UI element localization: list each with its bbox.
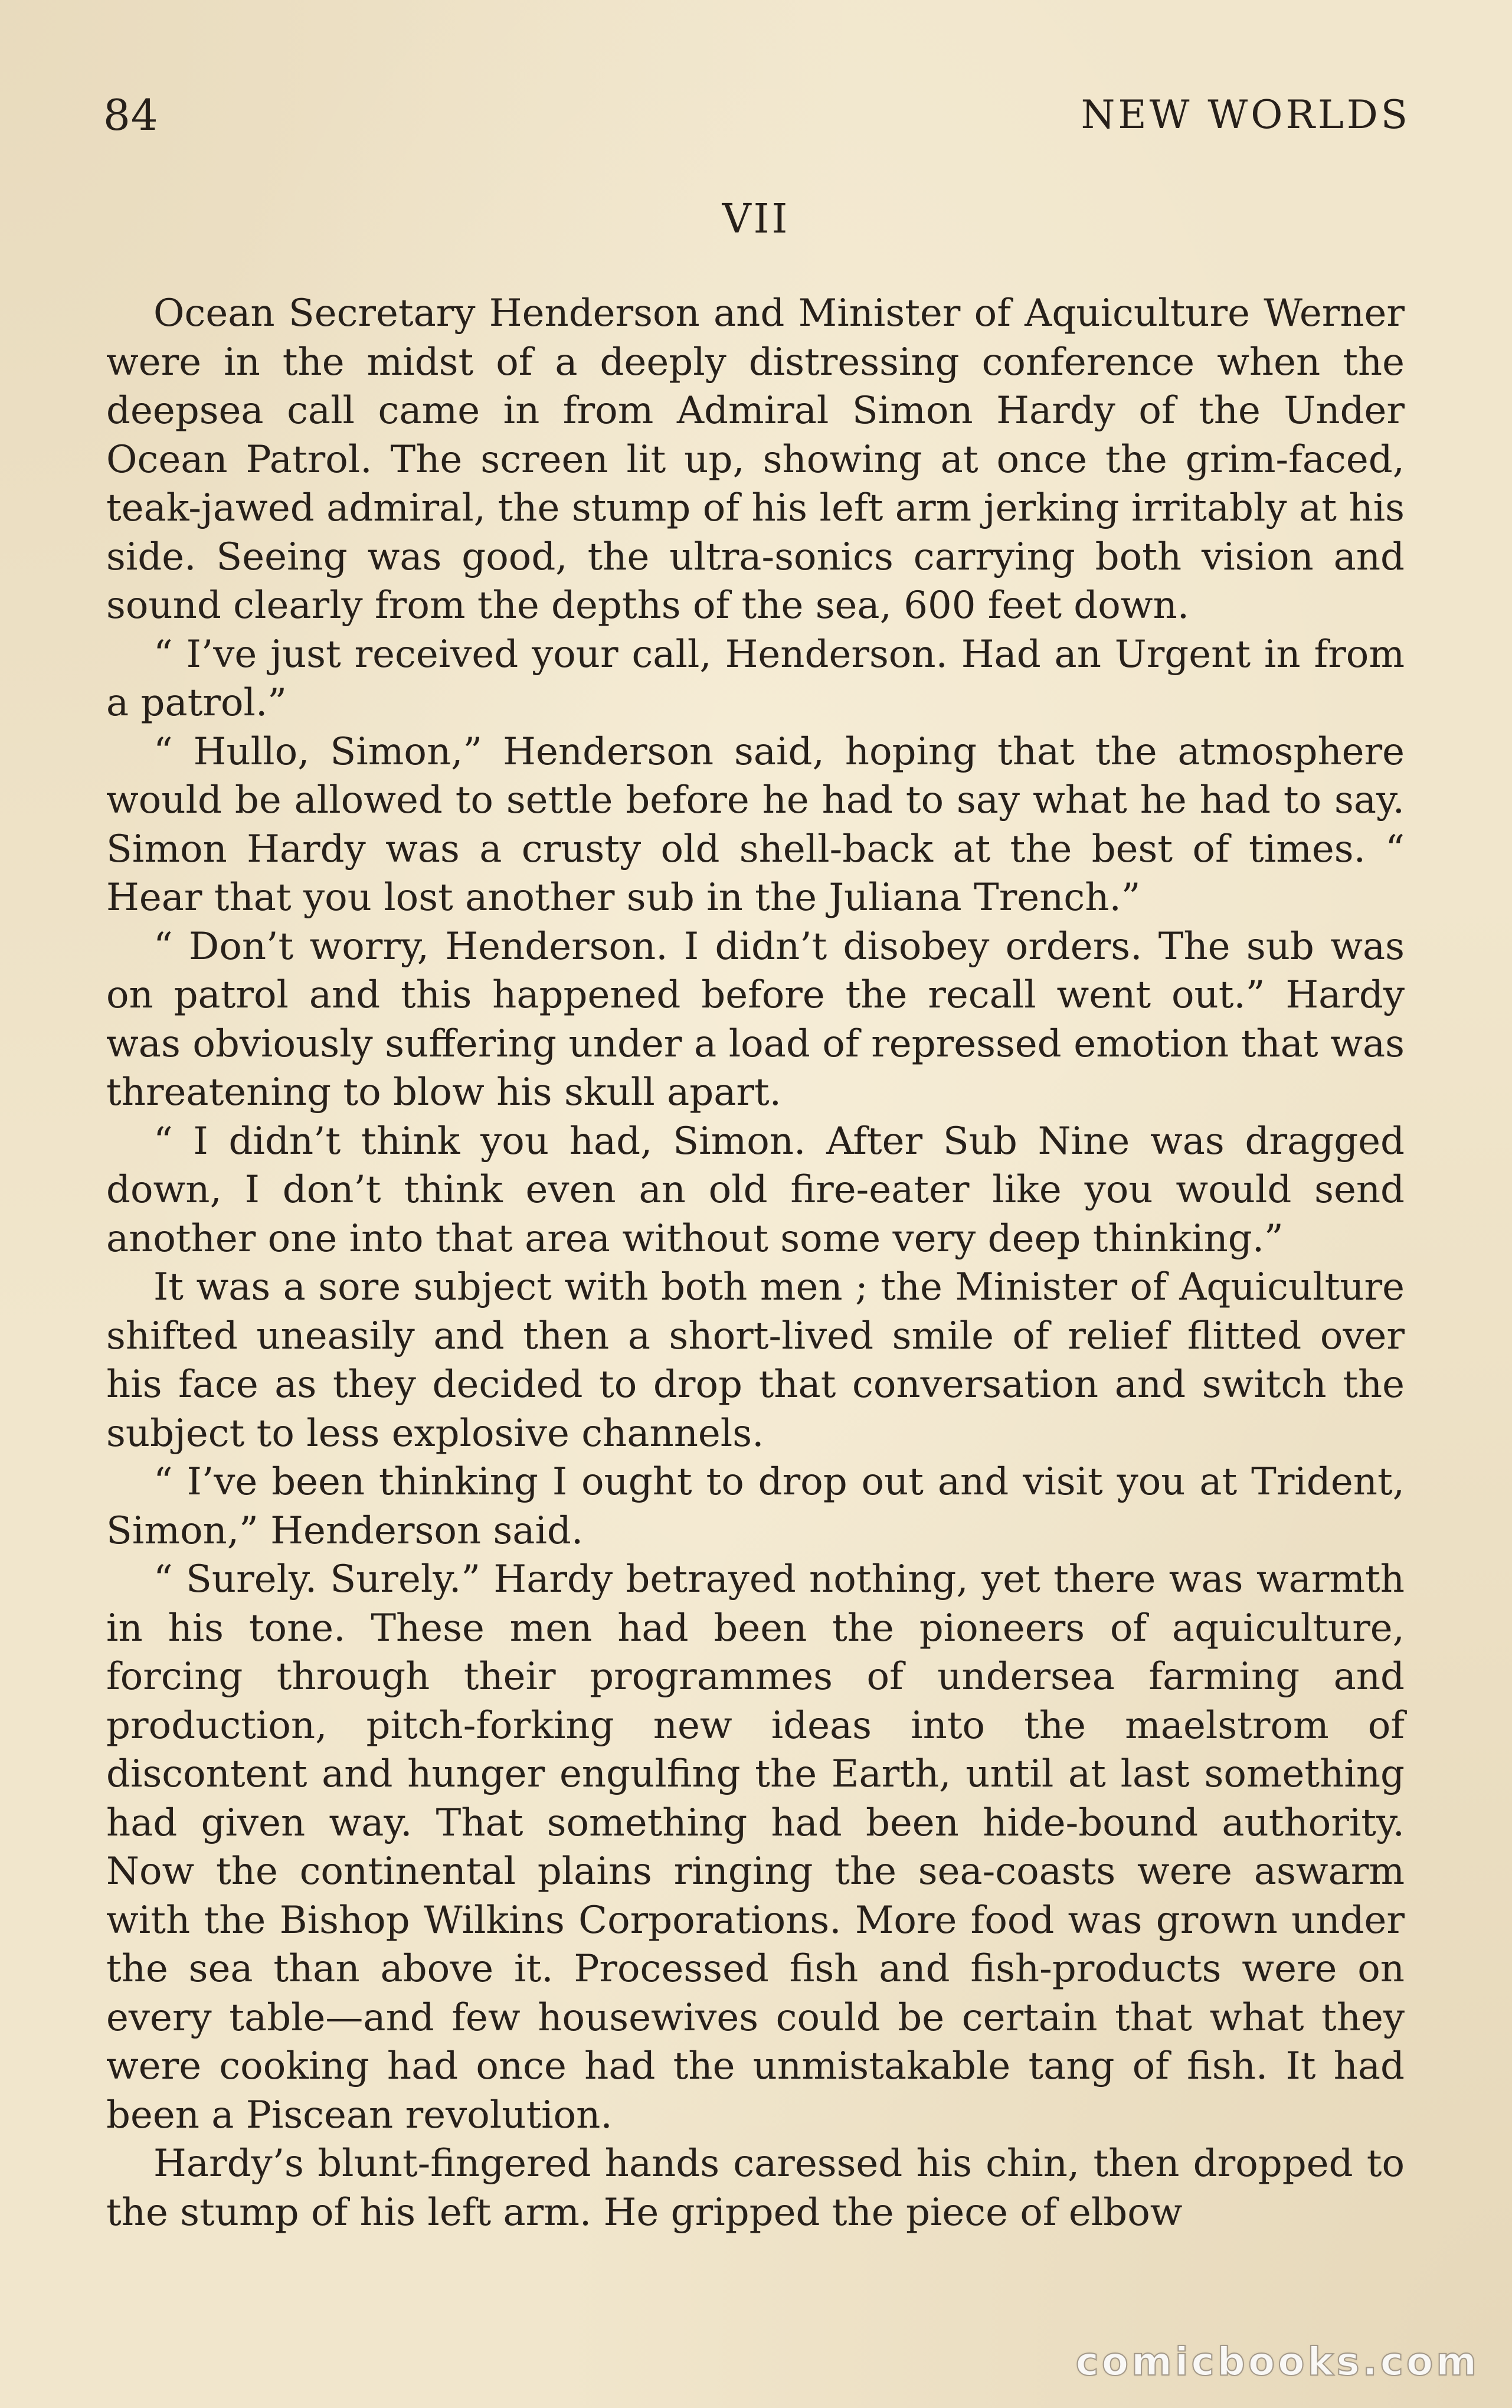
running-head	[103, 86, 1410, 145]
paragraph: Hardy’s blunt-fingered hands caressed his chin, then dropped to the stump of his left arm. He gripped the piece of elbow	[106, 2142, 1405, 2234]
paragraph: “ Hullo, Simon,” Henderson said, hoping that the atmosphere would be allowed to settle before he had to say what he had to say. Simon Hardy was a crusty old shell-back at the best of times. “ Hear that you lost another sub in the Juliana Trench.”	[106, 729, 1405, 920]
paragraph: Ocean Secretary Henderson and Minister of Aquiculture Werner were in the midst of a deeply distressing conference when the deepsea call came in from Admiral Simon Hardy of the Under Ocean Patrol. The screen lit up, showing at once the grim-faced, teak-jawed admiral, the stump of his left arm jerking irritably at his side. Seeing was good, the ultra-sonics carrying both vision and sound clearly from the depths of the sea, 600 feet down.	[106, 292, 1405, 627]
paragraph: “ I’ve been thinking I ought to drop out and visit you at Trident, Simon,” Henderson said.	[106, 1460, 1405, 1553]
watermark: comicbooks.com	[1075, 2339, 1480, 2384]
paragraph: “ Surely. Surely.” Hardy betrayed nothing, yet there was warmth in his tone. These men had been the pioneers of aquiculture, forcing through their programmes of undersea farming and production, pitch-forking new ideas into the maelstrom of discontent and hunger engulfing the Earth, until at last something had given way. That something had been hide-bound authority. Now the continental plains ringing the sea-coasts were aswarm with the Bishop Wilkins Corporations. More food was grown under the sea than above it. Processed fish and fish-products were on every table—and few housewives could be certain that what they were cooking had once had the unmistakable tang of fish. It had been a Piscean revolution.	[106, 1558, 1405, 2137]
paragraph: “ Don’t worry, Henderson. I didn’t disobey orders. The sub was on patrol and this happened before the recall went out.” Hardy was obviously suffering under a load of repressed emotion that was threatening to blow his skull apart.	[106, 924, 1405, 1114]
paragraph: “ I didn’t think you had, Simon. After Sub Nine was dragged down, I don’t think even an old fire-eater like you would send another one into that area without some very deep thinking.”	[106, 1119, 1405, 1261]
running-title: NEW WORLDS	[1081, 92, 1410, 138]
chapter-number: VII	[722, 196, 790, 243]
paragraph: “ I’ve just received your call, Henderson. Had an Urgent in from a patrol.”	[106, 632, 1405, 725]
paragraph: It was a sore subject with both men ; the Minister of Aquiculture shifted uneasily and then a short-lived smile of relief flitted over his face as they decided to drop that conversation and switch the subject to less explosive channels.	[106, 1265, 1405, 1455]
page-number: 84	[103, 90, 159, 140]
body-text	[106, 289, 1405, 2237]
